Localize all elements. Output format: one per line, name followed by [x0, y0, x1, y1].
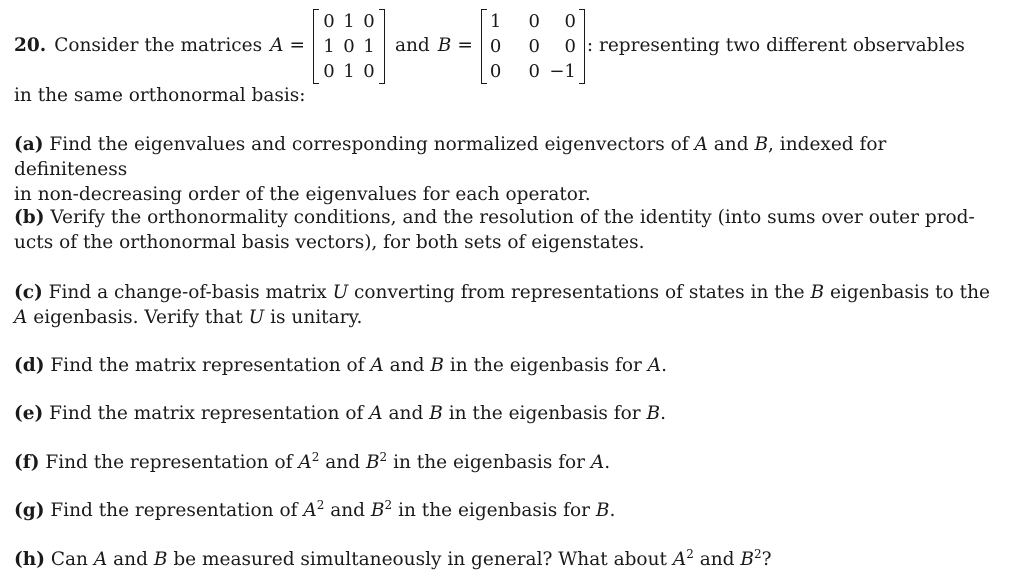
matrix-b-cell: 0	[528, 35, 540, 57]
intro-tail-text: : representing two different observables	[586, 35, 965, 56]
symbol-b: B	[430, 355, 444, 376]
part-b	[14, 205, 1004, 255]
part-label: (g)	[14, 500, 45, 521]
part-text: in the eigenbasis for	[398, 500, 591, 521]
part-text: ?	[761, 549, 772, 570]
matrix-a-cell: 0	[323, 10, 335, 32]
exponent: 2	[311, 450, 320, 464]
part-text: Can	[50, 549, 88, 570]
symbol-a: A	[14, 307, 28, 328]
part-text: Find the representation of	[45, 452, 293, 473]
part-d	[14, 353, 1004, 378]
part-text: eigenbasis to the	[829, 282, 990, 303]
matrix-a-cell: 0	[363, 60, 375, 82]
part-label: (d)	[14, 355, 45, 376]
part-h	[14, 547, 1004, 572]
part-e	[14, 401, 1004, 426]
symbol-b: B	[429, 403, 443, 424]
part-text: Find the matrix representation of	[49, 403, 364, 424]
matrix-a-name: A	[270, 35, 284, 56]
matrix-a-cell: 1	[343, 10, 355, 32]
problem-page	[14, 0, 1014, 584]
symbol-b: B	[370, 500, 385, 521]
symbol-b: B	[153, 549, 168, 570]
symbol-a: A	[93, 549, 108, 570]
part-text: in the eigenbasis for	[449, 355, 642, 376]
equals-sign: =	[457, 35, 473, 56]
part-text: is unitary.	[270, 307, 363, 328]
part-label: (b)	[14, 207, 45, 228]
matrix-b-cell: 0	[528, 10, 540, 32]
part-text: in the eigenbasis for	[393, 452, 586, 473]
part-text: and	[389, 355, 425, 376]
part-text: .	[660, 403, 667, 424]
exponent: 2	[384, 498, 393, 512]
matrix-a-cell: 0	[323, 60, 335, 82]
matrix-a-cell: 0	[363, 10, 375, 32]
part-g	[14, 498, 1004, 523]
matrix-a	[313, 9, 385, 84]
matrix-b-cell: 0	[564, 35, 576, 57]
part-text: Find the eigenvalues and corresponding normalized eigenvectors of	[49, 134, 689, 155]
equals-sign: =	[289, 35, 305, 56]
symbol-basis: B	[595, 500, 610, 521]
part-text: eigenbasis. Verify that	[33, 307, 243, 328]
symbol-a: A	[369, 403, 383, 424]
part-text: and	[388, 403, 424, 424]
symbol-a: A	[370, 355, 384, 376]
part-text: .	[609, 500, 616, 521]
exponent: 2	[379, 450, 388, 464]
matrix-b-cell: 0	[528, 60, 540, 82]
matrix-a-cell: 1	[343, 60, 355, 82]
intro-continuation: in the same orthonormal basis:	[14, 85, 306, 106]
part-text: .	[661, 355, 667, 376]
symbol-a: A	[672, 549, 687, 570]
problem-intro	[14, 6, 965, 86]
symbol-basis: A	[647, 355, 662, 376]
matrix-b-cell: 0	[489, 35, 502, 57]
part-text: Find the matrix representation of	[50, 355, 365, 376]
connector-and: and	[394, 35, 430, 56]
exponent: 2	[754, 547, 762, 561]
exponent: 2	[686, 547, 694, 561]
symbol-basis: A	[590, 452, 605, 473]
intro-text: Consider the matrices	[54, 35, 263, 56]
problem-number: 20.	[14, 35, 47, 56]
part-text: and	[713, 134, 749, 155]
part-text: Verify the orthonormality conditions, and the resolution of the identity (into sums over outer prod-	[50, 207, 975, 228]
matrix-b-cell: −1	[549, 60, 576, 82]
part-text: Find the representation of	[50, 500, 298, 521]
matrix-a-cell: 0	[343, 35, 355, 57]
part-c	[14, 280, 1004, 330]
part-text: in non-decreasing order of the eigenvalues for each operator.	[14, 184, 591, 205]
symbol-a: A	[303, 500, 317, 521]
part-f	[14, 450, 1004, 475]
part-label: (c)	[14, 282, 43, 303]
matrix-b-name: B	[437, 35, 452, 56]
part-text: in the eigenbasis for	[448, 403, 641, 424]
part-text: converting from representations of states in the	[354, 282, 805, 303]
part-a	[14, 132, 1004, 207]
symbol-u: U	[248, 307, 265, 328]
symbol-a: A	[694, 134, 708, 155]
symbol-basis: B	[646, 403, 661, 424]
part-text: and	[330, 500, 366, 521]
part-text: Find a change-of-basis matrix	[48, 282, 327, 303]
symbol-b: B	[740, 549, 755, 570]
matrix-a-cell: 1	[363, 35, 375, 57]
part-label: (h)	[14, 549, 45, 570]
matrix-b-cell: 0	[564, 10, 576, 32]
part-label: (e)	[14, 403, 44, 424]
part-label: (f)	[14, 452, 40, 473]
part-text: and	[325, 452, 361, 473]
matrix-b	[481, 9, 585, 84]
symbol-b: B	[365, 452, 380, 473]
symbol-a: A	[298, 452, 312, 473]
matrix-b-cell: 0	[489, 60, 502, 82]
matrix-b-cell: 1	[489, 10, 502, 32]
symbol-u: U	[332, 282, 349, 303]
exponent: 2	[316, 498, 325, 512]
part-text: .	[604, 452, 611, 473]
part-text: be measured simultaneously in general? What about	[173, 549, 667, 570]
symbol-b: B	[810, 282, 825, 303]
part-label: (a)	[14, 134, 44, 155]
part-text: and	[699, 549, 735, 570]
matrix-a-cell: 1	[323, 35, 335, 57]
symbol-b: B	[754, 134, 769, 155]
part-text: and	[113, 549, 148, 570]
part-text: , indexed for definiteness	[14, 134, 887, 180]
part-text: ucts of the orthonormal basis vectors), for both sets of eigenstates.	[14, 232, 645, 253]
